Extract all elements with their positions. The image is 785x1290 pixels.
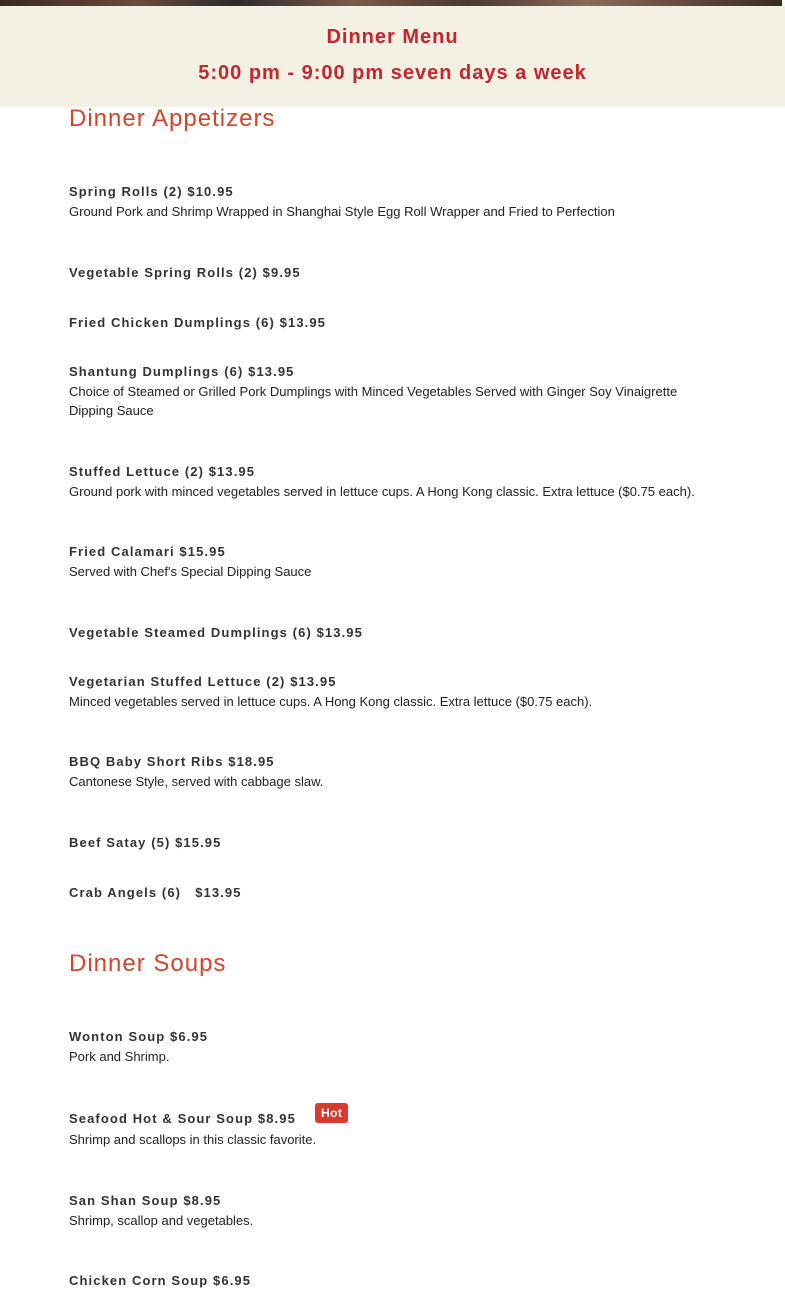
menu-item	[69, 1192, 709, 1231]
item-name: Crab Angels (6) $13.95	[69, 884, 242, 900]
menu-item	[69, 264, 709, 282]
item-description: Cantonese Style, served with cabbage slaw.	[69, 774, 324, 789]
menu-item	[69, 624, 709, 642]
item-description: Pork and Shrimp.	[69, 1048, 170, 1064]
item-name: Spring Rolls (2) $10.95	[69, 184, 234, 199]
section-title-soups: Dinner Soups	[69, 949, 227, 977]
menu-item	[69, 314, 709, 332]
item-name: Stuffed Lettuce (2) $13.95	[69, 463, 256, 479]
menu-hours: 5:00 pm - 9:00 pm seven days a week	[198, 62, 587, 84]
item-description: Ground Pork and Shrimp Wrapped in Shanghai Style Egg Roll Wrapper and Fried to Perfection	[69, 204, 615, 219]
menu-header	[0, 6, 785, 107]
item-name: San Shan Soup $8.95	[69, 1192, 222, 1208]
menu-item	[69, 363, 709, 421]
menu-item	[69, 673, 709, 712]
item-description: Choice of Steamed or Grilled Pork Dumplings with Minced Vegetables Served with Ginger Soy Vinaigrette Dipping Sauce	[69, 383, 678, 418]
item-description: Shrimp and scallops in this classic favorite.	[69, 1132, 317, 1147]
section-title-appetizers: Dinner Appetizers	[69, 105, 276, 132]
item-name: Fried Calamari $15.95	[69, 544, 226, 559]
item-name: BBQ Baby Short Ribs $18.95	[69, 754, 275, 769]
item-name: Beef Satay (5) $15.95	[69, 834, 222, 850]
menu-item	[69, 1106, 709, 1150]
item-name-row	[69, 1106, 709, 1129]
menu-item	[69, 753, 709, 792]
menu-item	[69, 543, 709, 582]
menu-item	[69, 1272, 709, 1290]
item-description: Shrimp, scallop and vegetables.	[69, 1212, 254, 1228]
item-name: Vegetable Steamed Dumplings (6) $13.95	[69, 624, 363, 640]
item-name: Vegetable Spring Rolls (2) $9.95	[69, 264, 301, 280]
item-description: Served with Chef's Special Dipping Sauce	[69, 564, 312, 579]
item-name: Vegetarian Stuffed Lettuce (2) $13.95	[69, 673, 337, 689]
item-name: Chicken Corn Soup $6.95	[69, 1273, 252, 1288]
menu-content	[69, 104, 709, 1290]
menu-item	[69, 463, 709, 502]
menu-title: Dinner Menu	[326, 26, 459, 48]
menu-item	[69, 834, 709, 852]
item-name: Seafood Hot & Sour Soup $8.95	[69, 1111, 296, 1126]
item-description: Minced vegetables served in lettuce cups. A Hong Kong classic. Extra lettuce ($0.75 each).	[69, 693, 593, 709]
menu-item	[69, 884, 709, 902]
item-name: Shantung Dumplings (6) $13.95	[69, 363, 295, 379]
hot-badge: Hot	[315, 1103, 349, 1123]
item-name: Fried Chicken Dumplings (6) $13.95	[69, 314, 327, 330]
menu-item	[69, 183, 709, 222]
item-description: Ground pork with minced vegetables served in lettuce cups. A Hong Kong classic. Extra lettuce ($0.75 each).	[69, 483, 695, 499]
menu-item	[69, 1028, 709, 1067]
item-name: Wonton Soup $6.95	[69, 1028, 209, 1044]
